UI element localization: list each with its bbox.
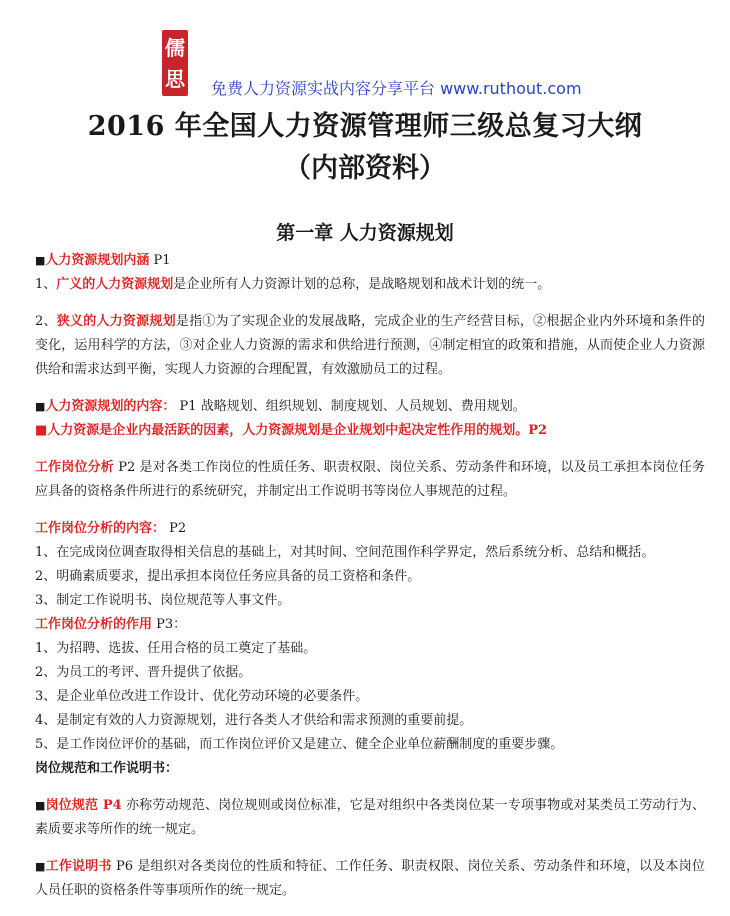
term-label: 广义的人力资源规划: [56, 277, 174, 292]
paragraph-job-description: [35, 855, 705, 903]
page-ref: P1: [149, 253, 171, 268]
term-label: 工作岗位分析的作用: [35, 617, 153, 632]
paragraph-text: 是指①为了实现企业的发展战略，完成企业的生产经营目标，②根据企业内外环境和条件的变化，运用科学的方法，③对企业人力资源的需求和供给进行预测，④制定相宜的政策和措施，从而使企业人力资源供给和需求达到平衡，实现人力资源的合理配置，有效激励员工的过程。: [35, 314, 705, 377]
document-body: [35, 249, 705, 916]
term-label: 工作说明书: [45, 859, 112, 874]
term-label: 工作岗位分析: [35, 460, 114, 475]
paragraph-text: P1 战略规划、组织规划、制度规划、人员规划、费用规划。: [175, 399, 526, 414]
term-label: 岗位规范 P4: [45, 798, 122, 813]
paragraph-broad-definition: [35, 273, 705, 297]
item-number: 1、: [35, 277, 57, 292]
square-bullet-icon: ■: [35, 799, 46, 812]
list-item: 5、是工作岗位评价的基础，而工作岗位评价又是建立、健全企业单位薪酬制度的重要步骤。: [35, 737, 564, 752]
paragraph-text: P2 是对各类工作岗位的性质任务、职责权限、岗位关系、劳动条件和环境，以及员工承担本岗位任务应具备的资格条件所进行的系统研究，并制定出工作说明书等岗位人事规范的过程。: [35, 460, 705, 499]
square-bullet-icon: ■: [35, 254, 46, 267]
document-title: 2016 年全国人力资源管理师三级总复习大纲: [87, 111, 643, 142]
term-label: 工作岗位分析的内容：: [35, 521, 166, 536]
term-label: 人力资源规划的内容：: [45, 399, 176, 414]
ruthout-logo: [162, 30, 188, 96]
paragraph-job-specification: [35, 794, 705, 842]
key-statement: ■人力资源是企业内最活跃的因素，人力资源规划是企业规划中起决定性作用的规划。P2: [35, 423, 548, 438]
page-ref: P3：: [152, 617, 187, 632]
list-item: 1、在完成岗位调查取得相关信息的基础上，对其时间、空间范围作科学界定，然后系统分析、总结和概括。: [35, 545, 655, 560]
document-subtitle: （内部资料）: [284, 153, 446, 184]
list-item: 2、明确素质要求，提出承担本岗位任务应具备的员工资格和条件。: [35, 569, 421, 584]
subheading-job-analysis-contents: [35, 517, 705, 541]
item-number: 2、: [35, 314, 57, 329]
term-label: 狭义的人力资源规划: [56, 314, 176, 329]
list-item: 1、为招聘、选拔、任用合格的员工奠定了基础。: [35, 641, 317, 656]
list-item: 4、是制定有效的人力资源规划，进行各类人才供给和需求预测的重要前提。: [35, 713, 473, 728]
subheading-spec-and-description: 岗位规范和工作说明书：: [35, 761, 179, 776]
chapter-heading: 第一章 人力资源规划: [276, 222, 454, 244]
term-label: 人力资源规划内涵: [45, 253, 150, 268]
square-bullet-icon: ■: [35, 400, 46, 413]
section-bullet-contents: [35, 395, 705, 419]
logo-char-2: 思: [165, 66, 185, 91]
logo-char-1: 儒: [165, 35, 185, 60]
square-bullet-icon: ■: [35, 860, 46, 873]
page-ref: P2: [165, 521, 187, 536]
subheading-job-analysis-roles: [35, 613, 705, 637]
paragraph-narrow-definition: [35, 310, 705, 382]
list-item: 2、为员工的考评、晋升提供了依据。: [35, 665, 252, 680]
paragraph-job-analysis: [35, 456, 705, 504]
paragraph-text: 是企业所有人力资源计划的总称，是战略规划和战术计划的统一。: [173, 277, 551, 292]
list-item: 3、是企业单位改进工作设计、优化劳动环境的必要条件。: [35, 689, 369, 704]
section-bullet-connotation: [35, 249, 705, 273]
list-item: 3、制定工作说明书、岗位规范等人事文件。: [35, 593, 291, 608]
paragraph-text: P6 是组织对各类岗位的性质和特征、工作任务、职责权限、岗位关系、劳动条件和环境，以及本岗位人员任职的资格条件等事项所作的统一规定。: [35, 859, 705, 898]
platform-link-text[interactable]: 免费人力资源实战内容分享平台 www.ruthout.com: [211, 79, 582, 98]
paragraph-text: 亦称劳动规范、岗位规则或岗位标准，它是对组织中各类岗位某一专项事物或对某类员工劳动行为、素质要求等所作的统一规定。: [35, 798, 705, 837]
